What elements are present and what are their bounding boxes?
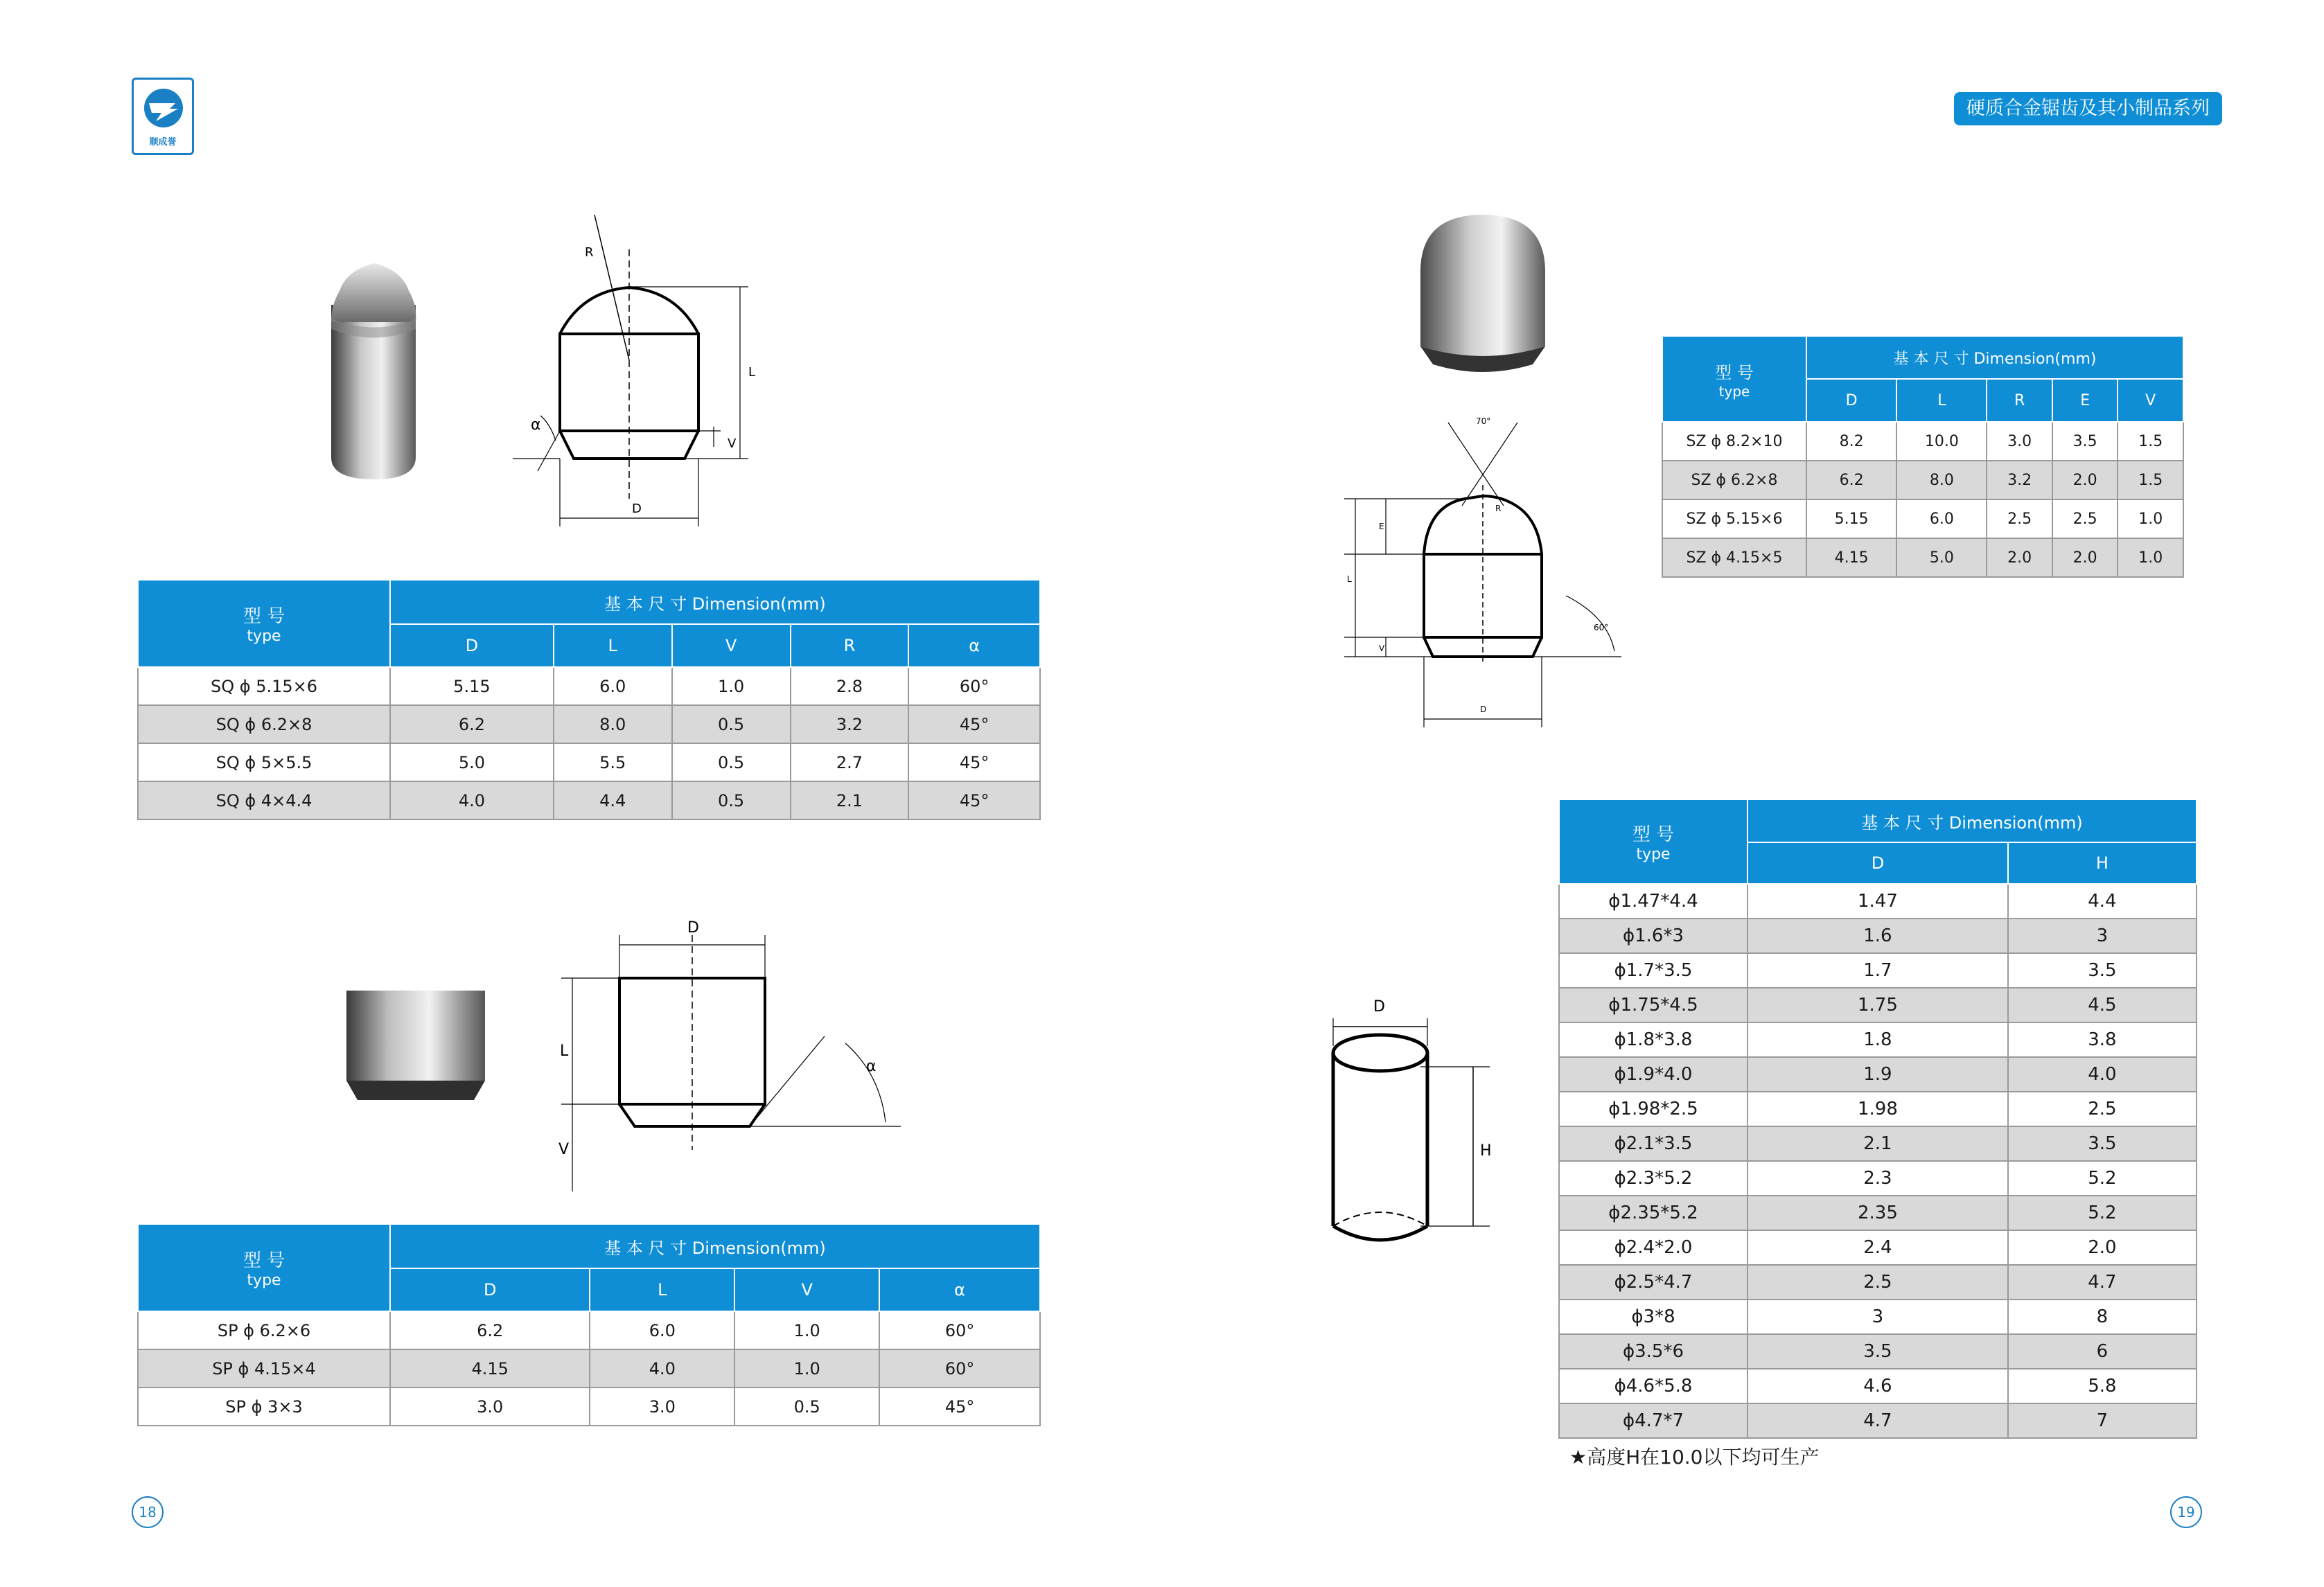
sp-label-d: D bbox=[687, 919, 699, 937]
value-cell: 5.15 bbox=[1806, 499, 1896, 538]
value-cell: 2.0 bbox=[2052, 538, 2118, 577]
sq-column-header: D bbox=[390, 624, 554, 667]
rod-table-body bbox=[1559, 884, 2197, 1438]
type-cell: ϕ1.75*4.5 bbox=[1559, 988, 1748, 1022]
type-cell: ϕ4.7*7 bbox=[1559, 1403, 1748, 1438]
rod-label-d: D bbox=[1373, 998, 1385, 1016]
value-cell: 0.5 bbox=[672, 705, 791, 743]
logo-mark-icon bbox=[142, 87, 185, 130]
value-cell: 60° bbox=[908, 667, 1040, 705]
table-row bbox=[1559, 1196, 2197, 1230]
sp-column-header: D bbox=[390, 1268, 590, 1311]
type-cell: ϕ1.8*3.8 bbox=[1559, 1022, 1748, 1057]
value-cell: 3.0 bbox=[590, 1387, 734, 1426]
type-cell: SZ ϕ 4.15×5 bbox=[1662, 538, 1806, 577]
table-row bbox=[1559, 1265, 2197, 1300]
table-row bbox=[1559, 1403, 2197, 1438]
value-cell: 8.0 bbox=[1896, 461, 1987, 499]
value-cell: 5.0 bbox=[1896, 538, 1987, 577]
value-cell: 8.0 bbox=[554, 705, 672, 743]
sz-type-header: 型 号 type bbox=[1662, 336, 1806, 422]
rod-column-header: D bbox=[1748, 842, 2008, 884]
type-cell: ϕ1.98*2.5 bbox=[1559, 1092, 1748, 1126]
value-cell: 3.5 bbox=[2052, 422, 2118, 461]
table-row bbox=[1559, 919, 2197, 953]
value-cell: 4.7 bbox=[2008, 1265, 2197, 1300]
sp-type-header: 型 号 type bbox=[138, 1224, 390, 1311]
sz-column-header: D bbox=[1806, 379, 1896, 422]
value-cell: 8 bbox=[2008, 1300, 2197, 1334]
value-cell: 45° bbox=[908, 705, 1040, 743]
value-cell: 4.5 bbox=[2008, 988, 2197, 1022]
sq-type-header: 型 号 type bbox=[138, 580, 390, 667]
value-cell: 2.7 bbox=[791, 743, 909, 781]
table-row bbox=[1559, 884, 2197, 919]
value-cell: 45° bbox=[879, 1387, 1040, 1426]
table-row bbox=[1559, 1057, 2197, 1092]
table-row bbox=[1662, 461, 2183, 499]
value-cell: 0.5 bbox=[672, 781, 791, 819]
series-title: 硬质合金锯齿及其小制品系列 bbox=[1954, 92, 2222, 125]
sq-label-l: L bbox=[748, 365, 756, 380]
value-cell: 1.47 bbox=[1748, 884, 2008, 919]
sp-column-header: L bbox=[590, 1268, 734, 1311]
sz-label-r: R bbox=[1495, 504, 1502, 513]
value-cell: 4.15 bbox=[390, 1349, 590, 1387]
type-cell: ϕ3.5*6 bbox=[1559, 1334, 1748, 1369]
sq-technical-drawing bbox=[513, 215, 748, 526]
value-cell: 1.9 bbox=[1748, 1057, 2008, 1092]
type-cell: ϕ1.47*4.4 bbox=[1559, 884, 1748, 919]
sz-table-body bbox=[1662, 422, 2183, 577]
value-cell: 2.5 bbox=[1987, 499, 2052, 538]
table-row bbox=[138, 743, 1040, 781]
sq-column-header: α bbox=[908, 624, 1040, 667]
page-number-right: 19 bbox=[2170, 1496, 2202, 1528]
value-cell: 4.7 bbox=[1748, 1403, 2008, 1438]
type-cell: SP ϕ 4.15×4 bbox=[138, 1349, 390, 1387]
rod-column-header: H bbox=[2008, 842, 2197, 884]
type-cell: ϕ3*8 bbox=[1559, 1300, 1748, 1334]
value-cell: 8.2 bbox=[1806, 422, 1896, 461]
sq-column-header: R bbox=[791, 624, 909, 667]
value-cell: 2.3 bbox=[1748, 1161, 2008, 1196]
value-cell: 6.2 bbox=[390, 1311, 590, 1349]
table-row bbox=[1559, 953, 2197, 988]
value-cell: 3.5 bbox=[1748, 1334, 2008, 1369]
value-cell: 10.0 bbox=[1896, 422, 1987, 461]
value-cell: 2.5 bbox=[2052, 499, 2118, 538]
value-cell: 6.2 bbox=[390, 705, 554, 743]
sz-column-header: R bbox=[1987, 379, 2052, 422]
value-cell: 4.0 bbox=[2008, 1057, 2197, 1092]
value-cell: 1.5 bbox=[2118, 461, 2183, 499]
value-cell: 7 bbox=[2008, 1403, 2197, 1438]
sz-drawing bbox=[1317, 208, 1649, 734]
sz-label-v: V bbox=[1379, 644, 1385, 653]
table-row bbox=[138, 1311, 1040, 1349]
brand-logo bbox=[132, 78, 194, 155]
type-cell: ϕ2.35*5.2 bbox=[1559, 1196, 1748, 1230]
sz-product-image bbox=[1420, 215, 1545, 372]
value-cell: 3.0 bbox=[1987, 422, 2052, 461]
value-cell: 6.0 bbox=[554, 667, 672, 705]
value-cell: 6.0 bbox=[1896, 499, 1987, 538]
sz-label-l: L bbox=[1347, 574, 1352, 584]
production-note: ★高度H在10.0以下均可生产 bbox=[1569, 1446, 1820, 1469]
type-cell: ϕ2.5*4.7 bbox=[1559, 1265, 1748, 1300]
value-cell: 1.5 bbox=[2118, 422, 2183, 461]
sp-product-image bbox=[346, 991, 485, 1100]
value-cell: 5.2 bbox=[2008, 1161, 2197, 1196]
table-row bbox=[1559, 1230, 2197, 1265]
value-cell: 60° bbox=[879, 1349, 1040, 1387]
sz-column-header: V bbox=[2118, 379, 2183, 422]
sq-label-r: R bbox=[585, 245, 594, 260]
value-cell: 0.5 bbox=[734, 1387, 879, 1426]
table-row bbox=[1559, 1022, 2197, 1057]
sp-technical-drawing bbox=[561, 935, 901, 1191]
value-cell: 2.0 bbox=[2052, 461, 2118, 499]
value-cell: 2.4 bbox=[1748, 1230, 2008, 1265]
page-number-left: 18 bbox=[132, 1496, 164, 1528]
sq-dimension-header: 基 本 尺 寸 Dimension(mm) bbox=[390, 580, 1040, 624]
value-cell: 1.8 bbox=[1748, 1022, 2008, 1057]
table-row bbox=[1559, 1369, 2197, 1403]
table-row bbox=[138, 705, 1040, 743]
value-cell: 1.0 bbox=[2118, 499, 2183, 538]
table-row bbox=[1559, 1161, 2197, 1196]
sp-spec-table bbox=[137, 1223, 1041, 1426]
table-row bbox=[1559, 1300, 2197, 1334]
type-cell: SQ ϕ 4×4.4 bbox=[138, 781, 390, 819]
sz-dimension-header: 基 本 尺 寸 Dimension(mm) bbox=[1806, 336, 2183, 379]
type-cell: ϕ2.1*3.5 bbox=[1559, 1126, 1748, 1161]
value-cell: 6.2 bbox=[1806, 461, 1896, 499]
sp-table-body bbox=[138, 1311, 1040, 1426]
value-cell: 1.0 bbox=[2118, 538, 2183, 577]
value-cell: 2.35 bbox=[1748, 1196, 2008, 1230]
table-row bbox=[1559, 1334, 2197, 1369]
table-row bbox=[1662, 538, 2183, 577]
rod-technical-drawing bbox=[1333, 1018, 1490, 1240]
sz-label-angle-top: 70° bbox=[1476, 416, 1491, 426]
value-cell: 1.98 bbox=[1748, 1092, 2008, 1126]
value-cell: 4.6 bbox=[1748, 1369, 2008, 1403]
sq-product-image bbox=[331, 263, 416, 479]
value-cell: 3 bbox=[2008, 919, 2197, 953]
value-cell: 1.7 bbox=[1748, 953, 2008, 988]
value-cell: 1.0 bbox=[734, 1311, 879, 1349]
value-cell: 2.1 bbox=[1748, 1126, 2008, 1161]
sz-spec-table bbox=[1662, 335, 2184, 578]
type-cell: ϕ1.6*3 bbox=[1559, 919, 1748, 953]
type-cell: ϕ1.7*3.5 bbox=[1559, 953, 1748, 988]
value-cell: 2.1 bbox=[791, 781, 909, 819]
value-cell: 4.0 bbox=[390, 781, 554, 819]
type-cell: ϕ2.3*5.2 bbox=[1559, 1161, 1748, 1196]
sp-label-l: L bbox=[560, 1043, 569, 1060]
value-cell: 1.0 bbox=[672, 667, 791, 705]
sz-column-header: L bbox=[1896, 379, 1987, 422]
value-cell: 3.5 bbox=[2008, 1126, 2197, 1161]
table-row bbox=[138, 1349, 1040, 1387]
type-cell: ϕ4.6*5.8 bbox=[1559, 1369, 1748, 1403]
type-cell: ϕ1.9*4.0 bbox=[1559, 1057, 1748, 1092]
sp-label-alpha: α bbox=[866, 1058, 877, 1075]
sz-label-e: E bbox=[1379, 522, 1384, 531]
rod-drawing bbox=[1317, 991, 1497, 1268]
type-cell: SP ϕ 3×3 bbox=[138, 1387, 390, 1426]
sz-label-angle-side: 60° bbox=[1594, 623, 1609, 632]
type-cell: SQ ϕ 6.2×8 bbox=[138, 705, 390, 743]
value-cell: 2.8 bbox=[791, 667, 909, 705]
table-row bbox=[1559, 1092, 2197, 1126]
type-cell: SQ ϕ 5×5.5 bbox=[138, 743, 390, 781]
type-cell: SQ ϕ 5.15×6 bbox=[138, 667, 390, 705]
sz-column-header: E bbox=[2052, 379, 2118, 422]
sq-label-d: D bbox=[632, 502, 642, 516]
value-cell: 2.0 bbox=[1987, 538, 2052, 577]
value-cell: 5.5 bbox=[554, 743, 672, 781]
value-cell: 3 bbox=[1748, 1300, 2008, 1334]
sp-label-v: V bbox=[558, 1141, 570, 1158]
sq-column-header: L bbox=[554, 624, 672, 667]
value-cell: 3.2 bbox=[1987, 461, 2052, 499]
value-cell: 5.2 bbox=[2008, 1196, 2197, 1230]
value-cell: 1.6 bbox=[1748, 919, 2008, 953]
type-cell: SZ ϕ 6.2×8 bbox=[1662, 461, 1806, 499]
type-cell: SZ ϕ 5.15×6 bbox=[1662, 499, 1806, 538]
table-row bbox=[138, 667, 1040, 705]
value-cell: 5.8 bbox=[2008, 1369, 2197, 1403]
sp-dimension-header: 基 本 尺 寸 Dimension(mm) bbox=[390, 1224, 1040, 1268]
value-cell: 6.0 bbox=[590, 1311, 734, 1349]
value-cell: 6 bbox=[2008, 1334, 2197, 1369]
value-cell: 2.5 bbox=[1748, 1265, 2008, 1300]
value-cell: 0.5 bbox=[672, 743, 791, 781]
value-cell: 2.0 bbox=[2008, 1230, 2197, 1265]
value-cell: 3.0 bbox=[390, 1387, 590, 1426]
value-cell: 2.5 bbox=[2008, 1092, 2197, 1126]
table-row bbox=[1662, 422, 2183, 461]
value-cell: 1.75 bbox=[1748, 988, 2008, 1022]
table-row bbox=[138, 1387, 1040, 1426]
value-cell: 1.0 bbox=[734, 1349, 879, 1387]
sp-column-header: α bbox=[879, 1268, 1040, 1311]
value-cell: 3.5 bbox=[2008, 953, 2197, 988]
value-cell: 5.15 bbox=[390, 667, 554, 705]
sq-spec-table bbox=[137, 579, 1041, 820]
type-cell: SZ ϕ 8.2×10 bbox=[1662, 422, 1806, 461]
rod-label-h: H bbox=[1480, 1142, 1492, 1160]
table-row bbox=[1559, 988, 2197, 1022]
sp-drawing bbox=[333, 907, 915, 1198]
value-cell: 5.0 bbox=[390, 743, 554, 781]
value-cell: 3.2 bbox=[791, 705, 909, 743]
value-cell: 45° bbox=[908, 781, 1040, 819]
table-row bbox=[1662, 499, 2183, 538]
sq-label-alpha: α bbox=[531, 416, 541, 434]
sq-label-v: V bbox=[728, 436, 737, 451]
sq-column-header: V bbox=[672, 624, 791, 667]
logo-text: 顺成誉 bbox=[149, 137, 177, 148]
table-row bbox=[1559, 1126, 2197, 1161]
sq-drawing bbox=[305, 208, 831, 540]
sq-table-body bbox=[138, 667, 1040, 819]
rod-spec-table bbox=[1558, 799, 2197, 1439]
sp-column-header: V bbox=[734, 1268, 879, 1311]
sz-label-d: D bbox=[1480, 704, 1487, 714]
value-cell: 4.4 bbox=[2008, 884, 2197, 919]
sz-technical-drawing bbox=[1344, 423, 1621, 727]
value-cell: 4.4 bbox=[554, 781, 672, 819]
rod-type-header: 型 号 type bbox=[1559, 799, 1748, 884]
value-cell: 4.15 bbox=[1806, 538, 1896, 577]
value-cell: 4.0 bbox=[590, 1349, 734, 1387]
rod-dimension-header: 基 本 尺 寸 Dimension(mm) bbox=[1748, 799, 2197, 842]
value-cell: 45° bbox=[908, 743, 1040, 781]
type-cell: SP ϕ 6.2×6 bbox=[138, 1311, 390, 1349]
value-cell: 3.8 bbox=[2008, 1022, 2197, 1057]
type-cell: ϕ2.4*2.0 bbox=[1559, 1230, 1748, 1265]
table-row bbox=[138, 781, 1040, 819]
value-cell: 60° bbox=[879, 1311, 1040, 1349]
